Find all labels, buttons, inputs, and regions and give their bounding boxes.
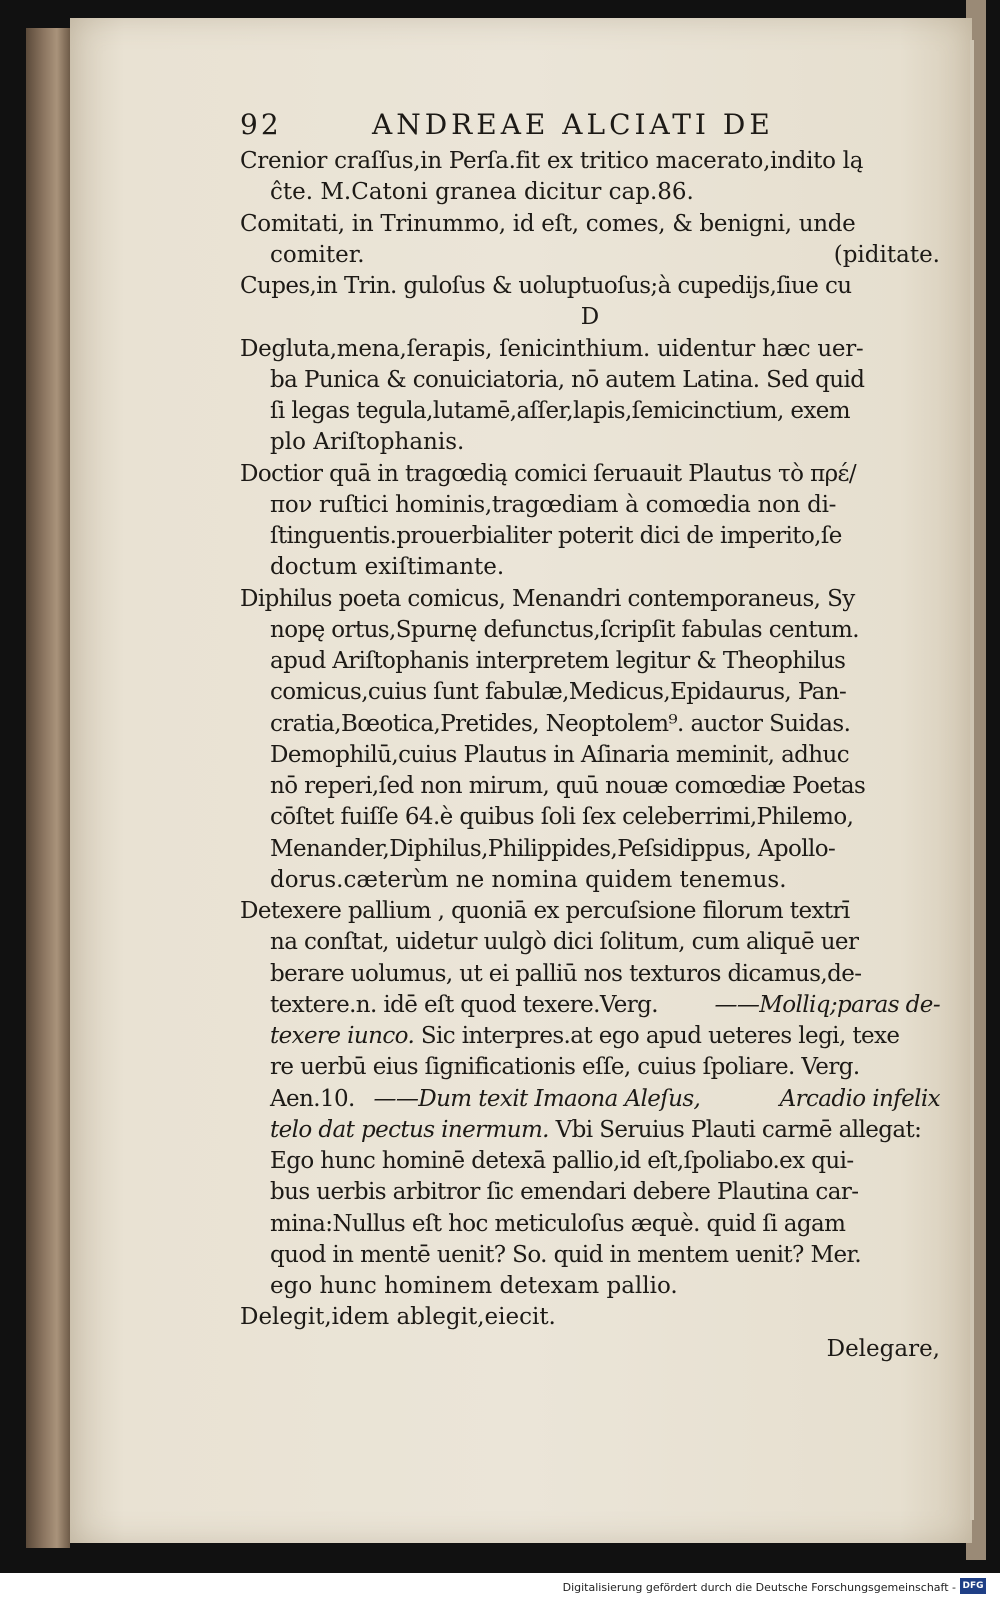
text-line: plo Ariſtophanis.	[270, 429, 465, 456]
quotation-fragment: texere iunco.	[270, 1023, 415, 1049]
digitization-credit: Digitalisierung gefördert durch die Deutsche Forschungsgemeinschaft -	[562, 1581, 956, 1594]
text-line: Degluta,mena,ſerapis, ſenicinthium. uidentur hæc uer-	[240, 335, 864, 362]
running-head-title: ANDREAE ALCIATI DE	[372, 108, 774, 141]
catchword: Delegare,	[826, 1335, 940, 1362]
page-number: 92	[240, 108, 282, 141]
text-line: Delegit,idem ablegit,eiecit.	[240, 1304, 556, 1331]
text-line: cōſtet fuiſſe 64.è quibus ſoli ſex celeberrimi,Philemo,	[270, 804, 854, 831]
text-line: Menander,Diphilus,Philippides,Peſsidippus, Apollo-	[270, 835, 836, 862]
text-fragment: comiter.	[270, 241, 365, 268]
quotation-fragment: Arcadio infelix	[779, 1085, 940, 1112]
text-fragment: Sic interpres.at ego apud ueteres legi, texe	[420, 1023, 900, 1049]
text-line: mina:Nullus eſt hoc meticuloſus æquè. quid ſi agam	[270, 1210, 846, 1237]
text-line	[240, 1084, 940, 1115]
text-line: quod in mentē uenit? So. quid in mentem uenit? Mer.	[270, 1241, 862, 1268]
text-line: Diphilus poeta comicus, Menandri contemporaneus, Sy	[240, 585, 855, 612]
dfg-logo: DFG	[960, 1578, 986, 1594]
text-fragment: Aen.10.	[270, 1085, 355, 1112]
text-line: Detexere pallium , quoniā ex percuſsione filorum textrī	[240, 898, 850, 924]
text-line: ba Punica & conuiciatoria, nō autem Latina. Sed quid	[270, 366, 865, 393]
book-cover-left	[26, 28, 70, 1548]
text-line: na conſtat, uidetur uulgò dici ſolitum, cum aliquē uer	[270, 929, 859, 956]
text-line	[240, 240, 940, 271]
text-line: re uerbū eius ſignificationis eſſe, cuius ſpoliare. Verg.	[270, 1054, 860, 1081]
text-line	[240, 1021, 940, 1052]
text-line: Crenior craſſus,in Perſa.fit ex tritico macerato,indito lą	[240, 148, 864, 174]
text-line: Comitati, in Trinummo, id eſt, comes, & benigni, unde	[240, 210, 856, 237]
text-line	[240, 1115, 940, 1146]
text-line: Demophilū,cuius Plautus in Aſinaria meminit, adhuc	[270, 741, 850, 768]
text-line	[240, 990, 940, 1021]
text-line: ſtinguentis.prouerbialiter poterit dici de imperito,ſe	[270, 523, 842, 549]
text-line: berare uolumus, ut ei palliū nos texturos dicamus,de-	[270, 960, 862, 987]
text-line: Doctior quā in tragœdią comici ſeruauit Plautus τὸ πρέ/	[240, 460, 856, 487]
section-letter: D	[580, 304, 600, 331]
text-line: ĉte. M.Catoni granea dicitur cap.86.	[270, 179, 694, 206]
text-line: doctum exiſtimante.	[270, 554, 505, 581]
text-line: Cupes,in Trin. guloſus & uoluptuoſus;à cupedijs,ſiue cu	[240, 273, 852, 299]
text-line: bus uerbis arbitror ſic emendari debere Plautina car-	[270, 1179, 859, 1206]
text-line: apud Ariſtophanis interpretem legitur & Theophilus	[270, 648, 846, 674]
text-fragment: Vbi Seruius Plauti carmē allegat:	[555, 1116, 922, 1143]
text-line: ſi legas tegula,lutamē,aſſer,lapis,ſemicinctium, exem	[270, 398, 850, 424]
page-edge	[970, 40, 974, 1520]
text-fragment: (piditate.	[833, 241, 940, 268]
text-line: nopę ortus,Spurnę defunctus,ſcripſit fabulas centum.	[270, 616, 859, 643]
text-line: cratia,Bœotica,Pretides, Neoptolem⁹. auctor Suidas.	[270, 710, 851, 737]
quotation-fragment: ——Dum texit Imaona Aleſus,	[373, 1085, 701, 1112]
page-content	[240, 108, 940, 1365]
text-line: Ego hunc hominē detexā pallio,id eſt,ſpoliabo.ex qui-	[270, 1148, 854, 1174]
quotation-fragment: ——Molliq;paras de-	[714, 991, 940, 1018]
text-line: dorus.cæterùm ne nomina quidem tenemus.	[270, 866, 787, 893]
text-line: nō reperi,ſed non mirum, quū nouæ comœdiæ Poetas	[270, 773, 866, 799]
text-line: πον ruſtici hominis,tragœdiam à comœdia non di-	[270, 491, 837, 518]
text-line: comicus,cuius ſunt fabulæ,Medicus,Epidaurus, Pan-	[270, 679, 847, 706]
quotation-fragment: telo dat pectus inermum.	[270, 1116, 549, 1143]
running-header	[240, 108, 940, 144]
text-fragment: textere.n. idē eſt quod texere.Verg.	[270, 991, 659, 1018]
text-line: ego hunc hominem detexam pallio.	[270, 1273, 678, 1299]
